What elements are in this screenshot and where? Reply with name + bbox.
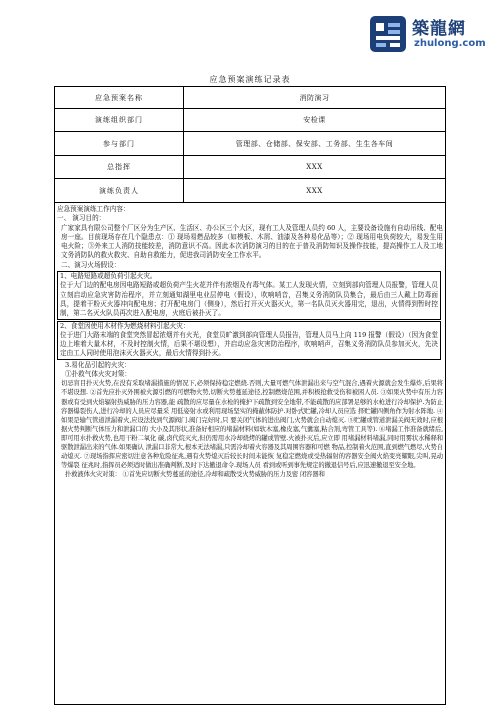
scenario-3-heading: 3.易化品引起的火灾： <box>65 360 131 369</box>
row-value: 安检课 <box>303 116 326 124</box>
scenario-2-box <box>57 321 441 360</box>
row-value: 管理部、仓储部、保安部、工务部、生生各车间 <box>235 139 394 148</box>
row-label: 应急预案名称 <box>55 87 184 108</box>
row-value: 消防演习 <box>299 93 330 102</box>
work-content <box>55 203 445 704</box>
section-scenario-heading: 二、演习火场假设： <box>61 260 121 269</box>
logo-domain: zhulong.com <box>414 38 486 49</box>
table-row-departments <box>55 132 445 156</box>
row-value: XXX <box>306 186 323 195</box>
logo-name: 築龍網 <box>412 19 466 39</box>
document-title: 应急预案演练记录表 <box>209 75 291 84</box>
scenario-1-paragraph: 位于大门边的配电房因电路短路或超负荷产生火花并伴有浓烟及有毒气体。某工人发现火情，立刻到部向管理人员报警，管理人员立刻启动应急灾害防治程序，并立刻通知湖里电业层停电（假设），吹响哨音，召集义务消防队员集合，最后由三人戴上防毒面具，提着干粉灭火器冲向配电房；打开配电房门（侧身），然后打开灭火器灭火，第一名队员灭火器用完，退出，火情得到暂时控制，第二名灭火队员再次进入配电房，火庭后被扑灭了。 <box>60 281 438 318</box>
row-label: 总指挥 <box>55 156 184 178</box>
scenario-2-paragraph: 位于进门大路末端的食堂突然冒起浓烟并有火光，食堂员旷激到部向管理人员报告，管理人员马上向 119 报警（假设）（因为食堂边上堆着大量木材，不及时控制火情，后果不堪设想），并启动应急灾害防治程序，吹响哨声，召集义务消防队员参加灭火，先决定由工人同时使用泡沫灭火器灭火，最后火情得到扑灭。 <box>60 330 438 358</box>
table-row-plan-name <box>55 87 445 109</box>
drill-record-table <box>54 86 446 705</box>
work-heading: 应急预案演练工作内容： <box>57 205 130 213</box>
row-label: 演练组织部门 <box>55 109 184 131</box>
row-label: 参与部门 <box>55 132 184 155</box>
row-label: 演练负责人 <box>55 179 184 202</box>
liquid-fire-paragraph: 扑救液体火灾对策： ①首先应切断火势蔓延的途径,冷却和疏散受火势威胁的压力及密 闭容器和 <box>65 471 325 479</box>
scenario-2-heading: 2、食堂因使用木材作为燃烧材料引起火灾： <box>60 321 190 330</box>
gas-fire-heading: ①扑救气体火灾对策： <box>65 370 131 379</box>
zhulong-logo <box>368 10 486 58</box>
zhulong-logo-mark-icon <box>368 14 408 54</box>
scenario-1-heading: 1、电路短路或超负荷引起火灾。 <box>60 272 157 281</box>
table-row-person-in-charge <box>55 179 445 203</box>
table-row-commander <box>55 156 445 179</box>
purpose-paragraph: 广家家具有限公司整个厂区分为生产区、生活区、办公区三个大区，现有工人及管理人员约 60 人，主要设备设施有自动吊线、配电房一座。目前现场存在几个隐患点：① 现场易燃品较多（如模板、木屑、油漆及各种易化品等）；② 现场用电负荷较大，易发生用电火险；③外来工人消防技能较差，消防意识不高。因此本次消防演习的目的在于普及消防知识及操作技能，提高操作工人及工地文务消防队的救火救灾、自助自救能力，促进我司消防安全工作水平。 <box>61 223 443 260</box>
scenario-1-box <box>57 271 441 319</box>
gas-fire-paragraph: 切忌盲目扑灭火势,在没有采取堵漏措施的情况下,必须保持稳定燃烧.否则,大量可燃气体泄漏出来与空气混合,遇着火源就会发生爆炸,后果将不堪设想. ②首先应扑灭外围被火源引燃的可燃物火势,切断火势蔓延途径,控制燃烧范围,并积极抢救受伤和被困人员. ③如果火势中有压力容器或有受到火焰辐射热威胁的压力容器,能 疏散的应尽量在水枪的掩护下疏散到安全地带,不能疏散的应部署足够的水枪进行冷却保护.为防止容器爆裂伤人,进行冷却的人员应尽量采 用低姿射水或利用现场坚实的掩蔽体防护.对卧式贮罐,冷却人员应选 择贮罐四侧角作为射水阵地. ④如果是输气管道泄漏着火,应设法找到气源阀门.阀门完好时,只 要关闭气体的进出阀门,火势就会自动熄灭. ⑤贮罐或管道泄漏关阀无效时,应根据火势判断气体压力和泄漏口的 大小及其形状,准备好相应的堵漏材料(如软木塞,橡皮塞,气囊塞,粘合剂,弯管工具等). ⑥堵漏工作准备就绪后,即可用水扑救火势,也用干粉二氧化 碳,卤代烷灭火,但仍需用水冷却烧烤的罐或管壁.火被扑灭后,应立即 用堵漏材料堵漏,同时用雾状水稀释和驱散泄漏出来的气体.如果确认 泄漏口非常大,根本无法堵漏,只需冷却着火容器及其周围容器和可燃 物品,控制着火范围,直到燃气燃尽,火势自动熄灭. ⑦现场指挥应密切注意各种危险征兆,遇有火势熄灭后较长时间未能恢 复稳定燃烧或受热辐射的容器安全阀火焰变亮耀眼,尖叫,晃动等爆裂 征兆时,指挥员必须适时做出准确判断,及时下达撤退命令.现场人员 看到或听到事先规定的撤退信号后,应迅速撤退至安全地。 <box>61 380 443 470</box>
table-row-organizer <box>55 109 445 132</box>
section-purpose-heading: 一、 演习目的： <box>57 214 106 223</box>
row-value: XXX <box>306 163 323 171</box>
